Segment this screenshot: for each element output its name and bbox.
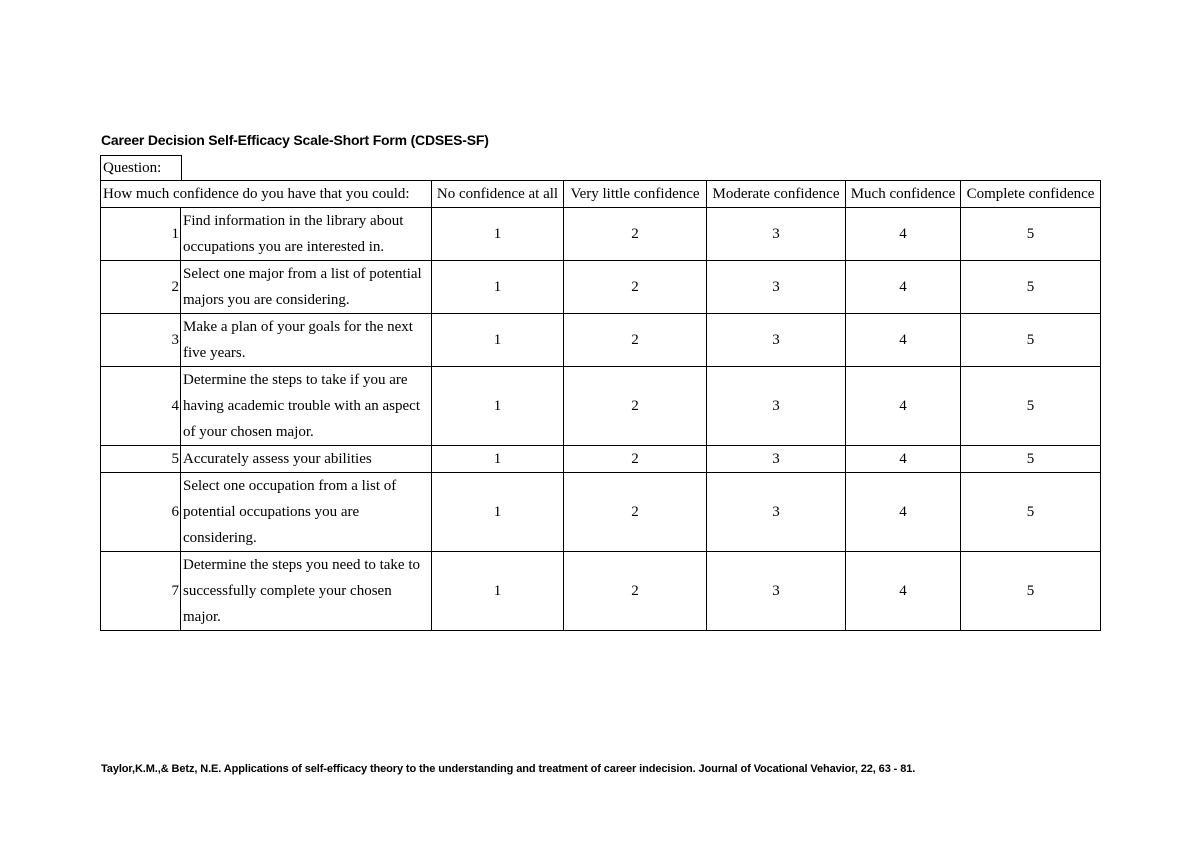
rating-complete-confidence: 5 xyxy=(961,552,1101,631)
item-statement: Accurately assess your abilities xyxy=(181,446,432,473)
rating-very-little-confidence: 2 xyxy=(564,314,707,367)
item-number: 2 xyxy=(101,261,181,314)
rating-much-confidence: 4 xyxy=(846,261,961,314)
rating-no-confidence: 1 xyxy=(432,208,564,261)
item-statement: Find information in the library about occupations you are interested in. xyxy=(181,208,432,261)
table-row xyxy=(101,208,1101,261)
rating-moderate-confidence: 3 xyxy=(707,208,846,261)
rating-much-confidence: 4 xyxy=(846,552,961,631)
rating-complete-confidence: 5 xyxy=(961,208,1101,261)
rating-no-confidence: 1 xyxy=(432,552,564,631)
item-statement: Determine the steps you need to take to successfully complete your chosen major. xyxy=(181,552,432,631)
rating-very-little-confidence: 2 xyxy=(564,367,707,446)
rating-very-little-confidence: 2 xyxy=(564,446,707,473)
table-row xyxy=(101,367,1101,446)
rating-much-confidence: 4 xyxy=(846,473,961,552)
rating-moderate-confidence: 3 xyxy=(707,446,846,473)
item-number: 1 xyxy=(101,208,181,261)
rating-complete-confidence: 5 xyxy=(961,446,1101,473)
question-label: Question: xyxy=(100,155,182,180)
item-statement: Determine the steps to take if you are having academic trouble with an aspect of your chosen major. xyxy=(181,367,432,446)
item-statement: Select one occupation from a list of potential occupations you are considering. xyxy=(181,473,432,552)
column-header-moderate-confidence: Moderate confidence xyxy=(707,181,846,208)
rating-moderate-confidence: 3 xyxy=(707,367,846,446)
rating-complete-confidence: 5 xyxy=(961,314,1101,367)
column-header-very-little-confidence: Very little confidence xyxy=(564,181,707,208)
rating-much-confidence: 4 xyxy=(846,367,961,446)
rating-complete-confidence: 5 xyxy=(961,261,1101,314)
item-statement: Select one major from a list of potential majors you are considering. xyxy=(181,261,432,314)
table-row xyxy=(101,314,1101,367)
rating-much-confidence: 4 xyxy=(846,208,961,261)
column-header-no-confidence: No confidence at all xyxy=(432,181,564,208)
cdses-scale-table xyxy=(100,180,1101,631)
item-number: 5 xyxy=(101,446,181,473)
rating-no-confidence: 1 xyxy=(432,446,564,473)
rating-much-confidence: 4 xyxy=(846,314,961,367)
item-number: 7 xyxy=(101,552,181,631)
column-header-much-confidence: Much confidence xyxy=(846,181,961,208)
rating-no-confidence: 1 xyxy=(432,314,564,367)
item-number: 6 xyxy=(101,473,181,552)
rating-moderate-confidence: 3 xyxy=(707,473,846,552)
rating-much-confidence: 4 xyxy=(846,446,961,473)
rating-no-confidence: 1 xyxy=(432,367,564,446)
table-row xyxy=(101,446,1101,473)
rating-moderate-confidence: 3 xyxy=(707,261,846,314)
header-row xyxy=(101,181,1101,208)
rating-no-confidence: 1 xyxy=(432,473,564,552)
table-row xyxy=(101,552,1101,631)
column-header-complete-confidence: Complete confidence xyxy=(961,181,1101,208)
citation: Taylor,K.M.,& Betz, N.E. Applications of self-efficacy theory to the understanding and treatment of career indecision. Journal of Vocational Vehavior, 22, 63 - 81. xyxy=(101,763,916,775)
item-statement: Make a plan of your goals for the next five years. xyxy=(181,314,432,367)
document-title: Career Decision Self-Efficacy Scale-Short Form (CDSES-SF) xyxy=(101,132,489,148)
table-row xyxy=(101,473,1101,552)
rating-no-confidence: 1 xyxy=(432,261,564,314)
rating-moderate-confidence: 3 xyxy=(707,314,846,367)
rating-moderate-confidence: 3 xyxy=(707,552,846,631)
rating-very-little-confidence: 2 xyxy=(564,208,707,261)
question-prompt-header: How much confidence do you have that you could: xyxy=(101,181,432,208)
item-number: 3 xyxy=(101,314,181,367)
rating-complete-confidence: 5 xyxy=(961,473,1101,552)
table-row xyxy=(101,261,1101,314)
item-number: 4 xyxy=(101,367,181,446)
rating-very-little-confidence: 2 xyxy=(564,261,707,314)
rating-complete-confidence: 5 xyxy=(961,367,1101,446)
rating-very-little-confidence: 2 xyxy=(564,552,707,631)
rating-very-little-confidence: 2 xyxy=(564,473,707,552)
